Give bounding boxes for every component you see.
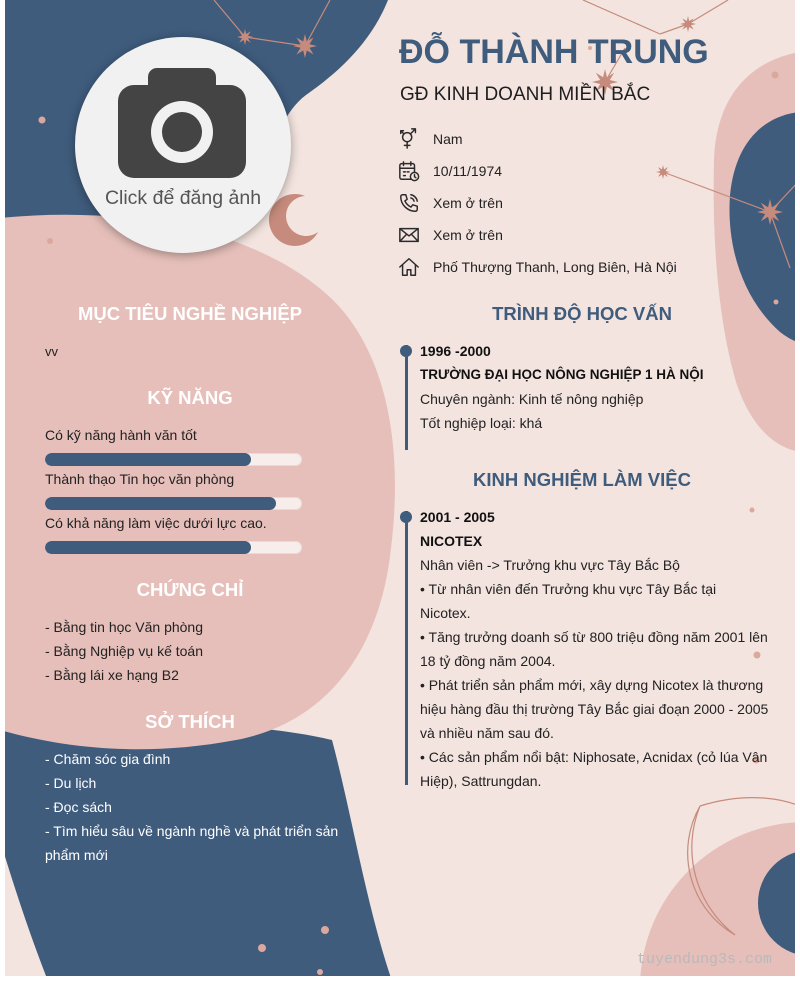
experience-detail[interactable]: • Phát triển sản phẩm mới, xây dựng Nicotex là thương hiệu hàng đầu thị trường Tây Bắc giai đoạn 2000 - 2005 và nhiều năm sau đó. <box>420 677 769 741</box>
home-icon <box>398 256 420 278</box>
objective-heading: MỤC TIÊU NGHỀ NGHIỆP <box>77 303 303 324</box>
experience-heading: KINH NGHIỆM LÀM VIỆC <box>473 469 691 490</box>
info-row-email <box>398 219 698 251</box>
education-period[interactable]: 1996 -2000 <box>420 343 491 359</box>
skill-level-bar[interactable] <box>45 497 302 510</box>
upload-photo-label: Click để đăng ảnh <box>104 187 262 209</box>
list-item[interactable]: - Bằng tin học Văn phòng <box>45 619 204 635</box>
education-school[interactable]: TRƯỜNG ĐẠI HỌC NÔNG NGHIỆP 1 HÀ NỘI <box>420 367 704 382</box>
list-item[interactable]: - Du lịch <box>45 775 97 791</box>
hobbies-heading: SỞ THÍCH <box>145 711 235 732</box>
calendar-icon <box>398 160 420 182</box>
skill-level-fill <box>45 453 251 466</box>
mail-icon <box>398 224 420 246</box>
experience-entry <box>420 505 770 793</box>
education-entry <box>420 339 770 435</box>
gender-value[interactable]: Nam <box>433 131 463 147</box>
timeline-dot <box>400 511 412 523</box>
education-result[interactable]: Tốt nghiệp loại: khá <box>420 415 543 431</box>
skills-list <box>45 424 302 556</box>
hobbies-list <box>45 747 340 867</box>
experience-detail[interactable]: • Từ nhân viên đến Trưởng khu vực Tây Bắc tại Nicotex. <box>420 581 717 621</box>
skill-name[interactable]: Có khả năng làm việc dưới lực cao. <box>45 515 267 531</box>
info-row-gender <box>398 123 698 155</box>
experience-position[interactable]: Nhân viên -> Trưởng khu vực Tây Bắc Bộ <box>420 557 680 573</box>
skill-level-fill <box>45 541 251 554</box>
info-row-address <box>398 251 698 283</box>
gender-icon <box>398 128 420 150</box>
skill-level-fill <box>45 497 276 510</box>
watermark: tuyendung3s.com <box>637 951 773 968</box>
address-value[interactable]: Phố Thượng Thanh, Long Biên, Hà Nội <box>433 259 677 275</box>
skill-item <box>45 468 302 512</box>
skills-heading: KỸ NĂNG <box>147 387 233 408</box>
birthday-value[interactable]: 10/11/1974 <box>433 163 503 179</box>
info-row-birthday <box>398 155 698 187</box>
list-item[interactable]: - Bằng lái xe hạng B2 <box>45 667 179 683</box>
candidate-name[interactable]: ĐỖ THÀNH TRUNG <box>399 33 709 71</box>
certificates-heading: CHỨNG CHỈ <box>136 579 244 600</box>
education-heading: TRÌNH ĐỘ HỌC VẤN <box>492 303 672 324</box>
experience-timeline <box>405 511 408 785</box>
skill-level-bar[interactable] <box>45 453 302 466</box>
experience-company[interactable]: NICOTEX <box>420 533 483 549</box>
star-icon <box>293 34 317 58</box>
experience-detail[interactable]: • Các sản phẩm nổi bật: Niphosate, Acnidax (cỏ lúa Vân Hiệp), Sattrungdan. <box>420 749 768 789</box>
education-timeline <box>405 345 408 450</box>
timeline-dot <box>400 345 412 357</box>
list-item[interactable]: - Chăm sóc gia đình <box>45 751 171 767</box>
camera-icon <box>118 68 246 178</box>
skill-name[interactable]: Có kỹ năng hành văn tốt <box>45 427 197 443</box>
skill-item <box>45 512 302 556</box>
skill-item <box>45 424 302 468</box>
list-item[interactable]: - Tìm hiểu sâu về ngành nghề và phát triển sản phẩm mới <box>45 823 339 863</box>
list-item[interactable]: - Đọc sách <box>45 799 112 815</box>
star-icon <box>237 29 253 45</box>
star-icon <box>757 199 783 225</box>
info-row-phone <box>398 187 698 219</box>
email-value[interactable]: Xem ở trên <box>433 227 503 243</box>
objective-text[interactable]: vv <box>45 344 58 359</box>
phone-icon <box>398 192 420 214</box>
skill-name[interactable]: Thành thạo Tin học văn phòng <box>45 471 235 487</box>
skill-level-bar[interactable] <box>45 541 302 554</box>
experience-period[interactable]: 2001 - 2005 <box>420 509 495 525</box>
experience-detail[interactable]: • Tăng trưởng doanh số từ 800 triệu đồng năm 2001 lên 18 tỷ đồng năm 2004. <box>420 629 768 669</box>
phone-value[interactable]: Xem ở trên <box>433 195 503 211</box>
candidate-title[interactable]: GĐ KINH DOANH MIỀN BẮC <box>400 84 651 105</box>
avatar-upload[interactable] <box>75 37 291 253</box>
education-major[interactable]: Chuyên ngành: Kinh tế nông nghiệp <box>420 391 644 407</box>
star-icon <box>680 16 696 32</box>
certificates-list <box>45 615 340 687</box>
contact-info <box>398 123 698 283</box>
list-item[interactable]: - Bằng Nghiệp vụ kế toán <box>45 643 203 659</box>
